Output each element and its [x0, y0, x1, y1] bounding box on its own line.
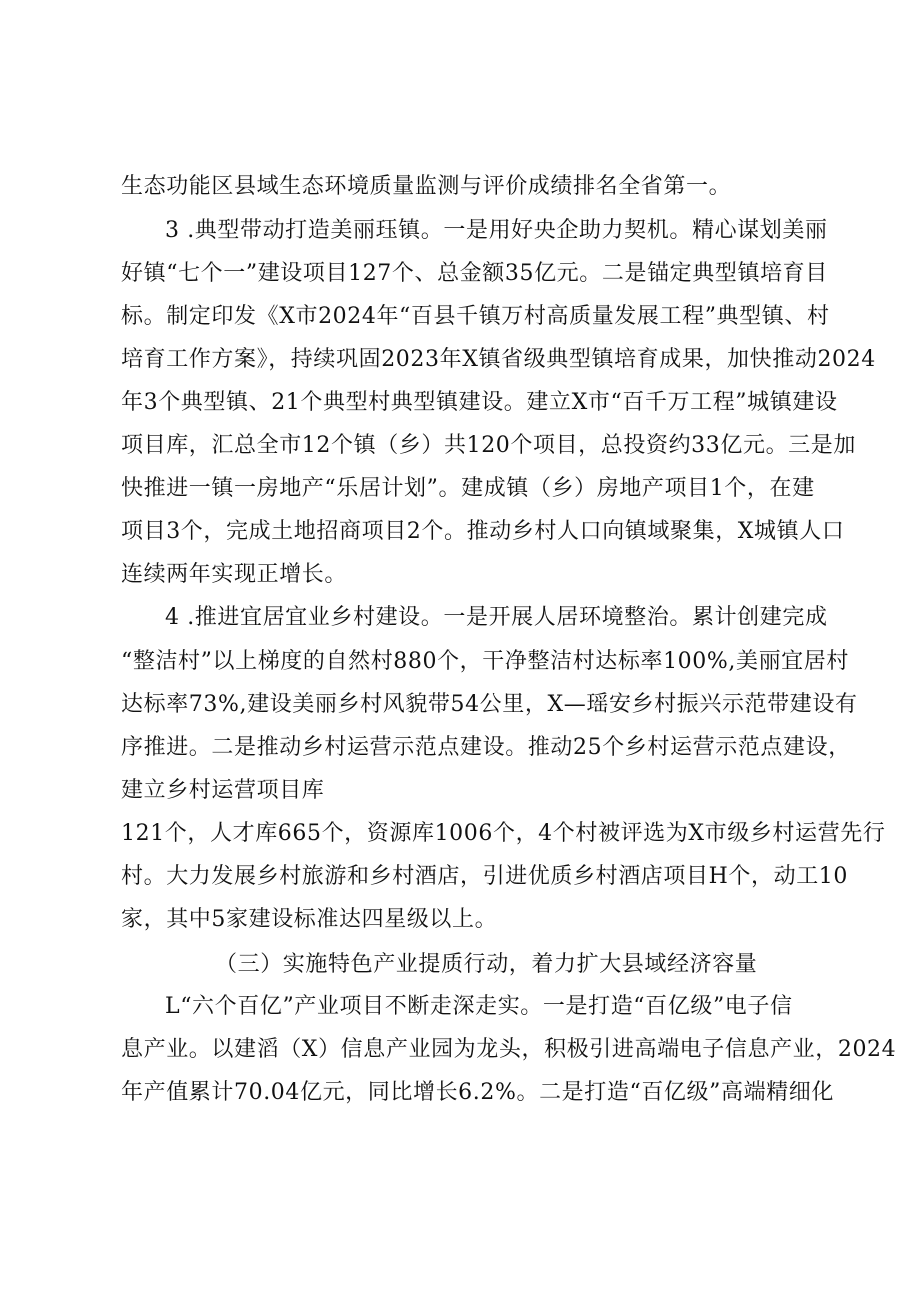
text-line: 121个，人才库665个，资源库1006个，4个村被评选为X市级乡村运营先行 — [121, 821, 886, 846]
text-line: 息产业。以建滔（X）信息产业园为龙头，积极引进高端电子信息产业，2024 — [121, 1037, 897, 1062]
text-line: 快推进一镇一房地产“乐居计划”。建成镇（乡）房地产项目1个，在建 — [121, 476, 815, 501]
text-line: 连续两年实现正增长。 — [121, 562, 348, 587]
text-line: 序推进。二是推动乡村运营示范点建设。推动25个乡村运营示范点建设， — [121, 735, 851, 760]
text-line: 年3个典型镇、21个典型村典型镇建设。建立X市“百千万工程”城镇建设 — [121, 390, 838, 415]
text-line: 项目3个，完成土地招商项目2个。推动乡村人口向镇域聚集，X城镇人口 — [121, 519, 845, 544]
paragraph-first-line: L“六个百亿”产业项目不断走深走实。一是打造“百亿级”电子信 — [165, 994, 793, 1019]
text-line: 家，其中5家建设标准达四星级以上。 — [121, 907, 498, 932]
text-line: 标。制定印发《X市2024年“百县千镇万村高质量发展工程”典型镇、村 — [121, 304, 830, 329]
section-3-heading-line: 3 .典型带动打造美丽珏镇。一是用好央企助力契机。精心谋划美丽 — [165, 218, 828, 243]
text-line: 培育工作方案》，持续巩固2023年X镇省级典型镇培育成果，加快推动2024 — [121, 347, 876, 372]
text-line: 村。大力发展乡村旅游和乡村酒店，引进优质乡村酒店项目H个，动工10 — [121, 864, 848, 889]
section-heading: （三）实施特色产业提质行动，着力扩大县域经济容量 — [215, 952, 758, 977]
text-line: 达标率73%,建设美丽乡村风貌带54公里，X—瑶安乡村振兴示范带建设有 — [121, 692, 858, 717]
section-4-heading-line: 4 .推进宜居宜业乡村建设。一是开展人居环境整治。累计创建完成 — [165, 605, 828, 630]
text-line: 建立乡村运营项目库 — [121, 778, 325, 803]
text-line: “整洁村”以上梯度的自然村880个，干净整洁村达标率100%,美丽宜居村 — [121, 649, 849, 674]
text-line: 项目库，汇总全市12个镇（乡）共120个项目，总投资约33亿元。三是加 — [121, 433, 856, 458]
text-line: 生态功能区县域生态环境质量监测与评价成绩排名全省第一。 — [121, 174, 732, 199]
text-line: 年产值累计70.04亿元，同比增长6.2%。二是打造“百亿级”高端精细化 — [121, 1080, 834, 1105]
text-line: 好镇“七个一”建设项目127个、总金额35亿元。二是锚定典型镇培育目 — [121, 261, 828, 286]
